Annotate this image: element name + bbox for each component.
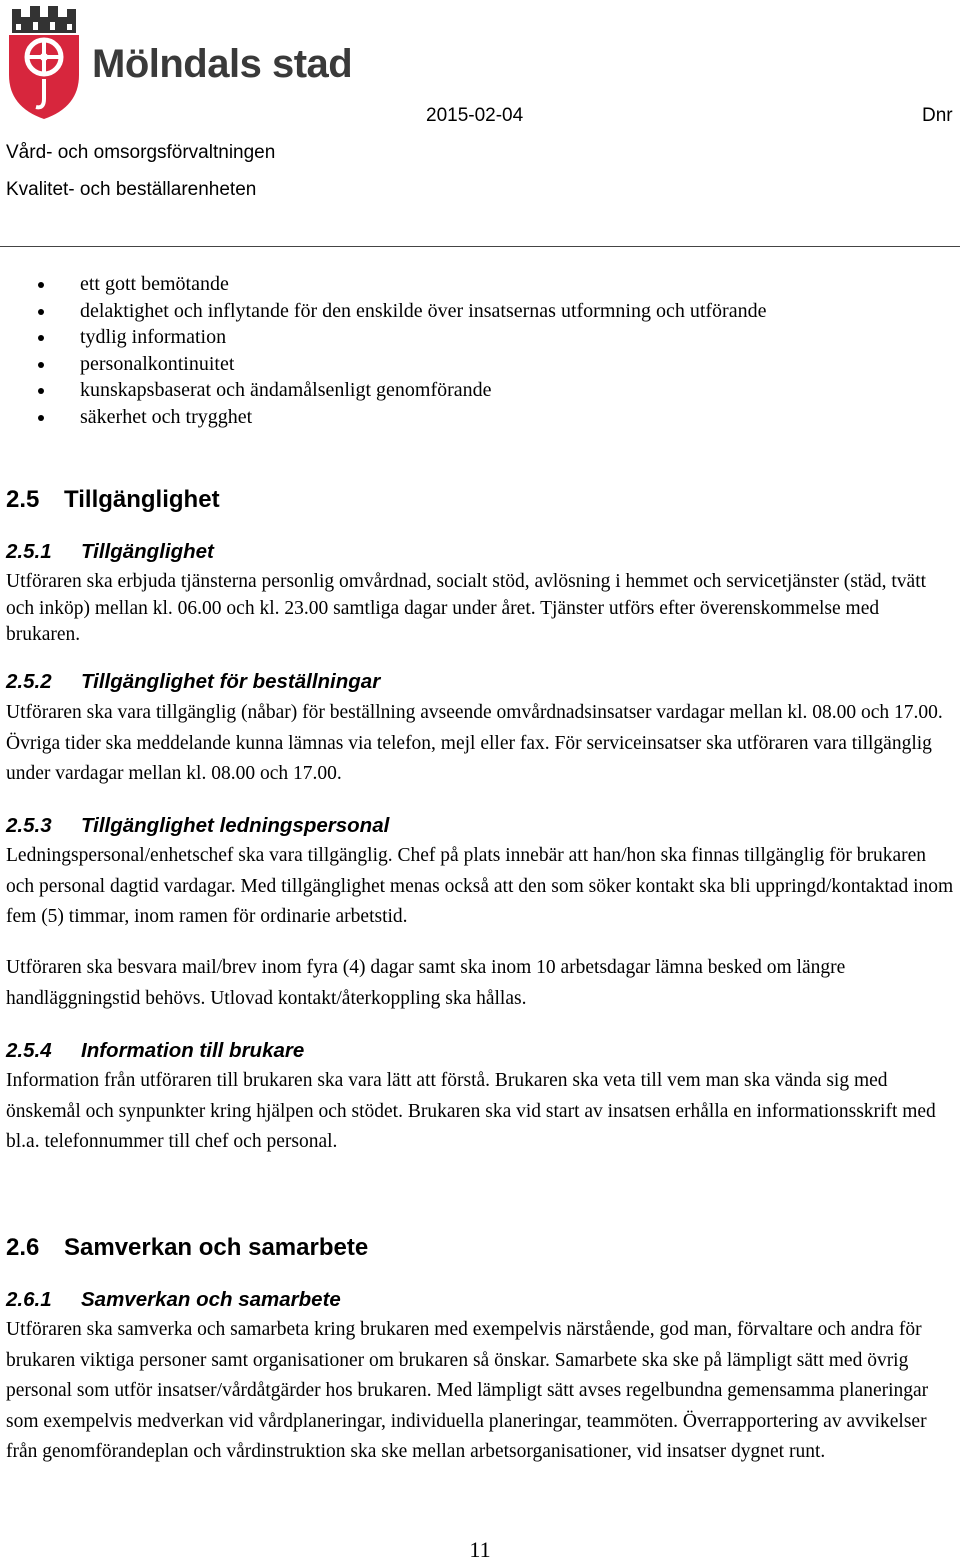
paragraph-2-5-2: Utföraren ska vara tillgänglig (nåbar) för beställning avseende omvårdnadsinsatser vardagar mellan kl. 08.00 och 17.00. Övriga tider ska meddelande kunna lämnas via telefon, mejl eller fax. För serviceinsatser ska utföraren vara tillgänglig under vardagar mellan kl. 08.00 och 17.00. [6,702,943,785]
organization-name: Mölndals stad [92,42,353,86]
dnr-label: Dnr [922,105,953,126]
list-item: personalkontinuitet [0,354,766,381]
quality-bullet-list [0,274,766,433]
unit-name: Kvalitet- och beställarenheten [6,179,257,200]
bullet-icon [38,388,44,394]
subsection-heading-2-6-1: 2.6.1 Samverkan och samarbete [6,1288,341,1311]
bullet-icon [38,282,44,288]
paragraph-2-5-3-a: Ledningspersonal/enhetschef ska vara tillgänglig. Chef på plats innebär att han/hon ska finnas tillgänglig för brukaren och personal dagtid vardagar. Med tillgänglighet menas också att den som söker kontakt ska bli uppringd/kontaktad inom fem (5) timmar, inom ramen för ordinarie arbetstid. [6,845,954,928]
page-number: 11 [469,1537,491,1562]
paragraph-2-5-3-b: Utföraren ska besvara mail/brev inom fyra (4) dagar samt ska inom 10 arbetsdagar lämna besked om längre handläggningstid behövs. Utlovad kontakt/återkoppling ska hållas. [6,957,846,1009]
bullet-icon [38,415,44,421]
bullet-icon [38,309,44,315]
bullet-icon [38,362,44,368]
list-item: delaktighet och inflytande för den enskilde över insatsernas utformning och utförande [0,301,766,328]
list-item: ett gott bemötande [0,274,766,301]
subsection-heading-2-5-1: 2.5.1 Tillgänglighet [6,540,214,563]
subsection-heading-2-5-4: 2.5.4 Information till brukare [6,1039,305,1062]
subsection-heading-2-5-2: 2.5.2 Tillgänglighet för beställningar [6,670,381,693]
department-name: Vård- och omsorgsförvaltningen [6,142,276,163]
subsection-heading-2-5-3: 2.5.3 Tillgänglighet ledningspersonal [6,814,390,837]
list-item: tydlig information [0,327,766,354]
document-date: 2015-02-04 [426,105,524,126]
list-item: säkerhet och trygghet [0,407,766,434]
list-item: kunskapsbaserat och ändamålsenligt genomförande [0,380,766,407]
section-heading-2-6: 2.6 Samverkan och samarbete [6,1234,369,1261]
section-heading-2-5: 2.5 Tillgänglighet [6,486,220,513]
bullet-icon [38,335,44,341]
coat-of-arms-icon [6,3,82,121]
paragraph-2-5-4: Information från utföraren till brukaren ska vara lätt att förstå. Brukaren ska veta till vem man ska vända sig med önskemål och synpunkter kring hjälpen och stödet. Brukaren ska vid start av insatsen erhålla en informationsskrift med bl.a. telefonnummer till chef och personal. [6,1070,936,1153]
municipality-logo [6,3,82,121]
paragraph-2-5-1: Utföraren ska erbjuda tjänsterna personlig omvårdnad, socialt stöd, avlösning i hemmet och servicetjänster (städ, tvätt och inköp) mellan kl. 06.00 och kl. 23.00 samtliga dagar under året. Tjänster utförs efter överenskommelse med brukaren. [6,571,927,645]
paragraph-2-6-1: Utföraren ska samverka och samarbeta kring brukaren med exempelvis närstående, god man, förvaltare och andra för brukaren viktiga personer samt organisationer om brukaren så önskar. Samarbete ska ske på lämpligt sätt med övrig personal som utför insatser/vårdåtgärder hos brukaren. Med lämpligt sätt avses regelbundna gemensamma planeringar som exempelvis medverkan vid vårdplaneringar, individuella planeringar, teammöten. Överrapportering av avvikelser från genomförandeplan och vårdinstruktion ska ske mellan arbetsorganisationer, vid insatser dygnet runt. [6,1319,929,1463]
header-divider [0,246,960,247]
